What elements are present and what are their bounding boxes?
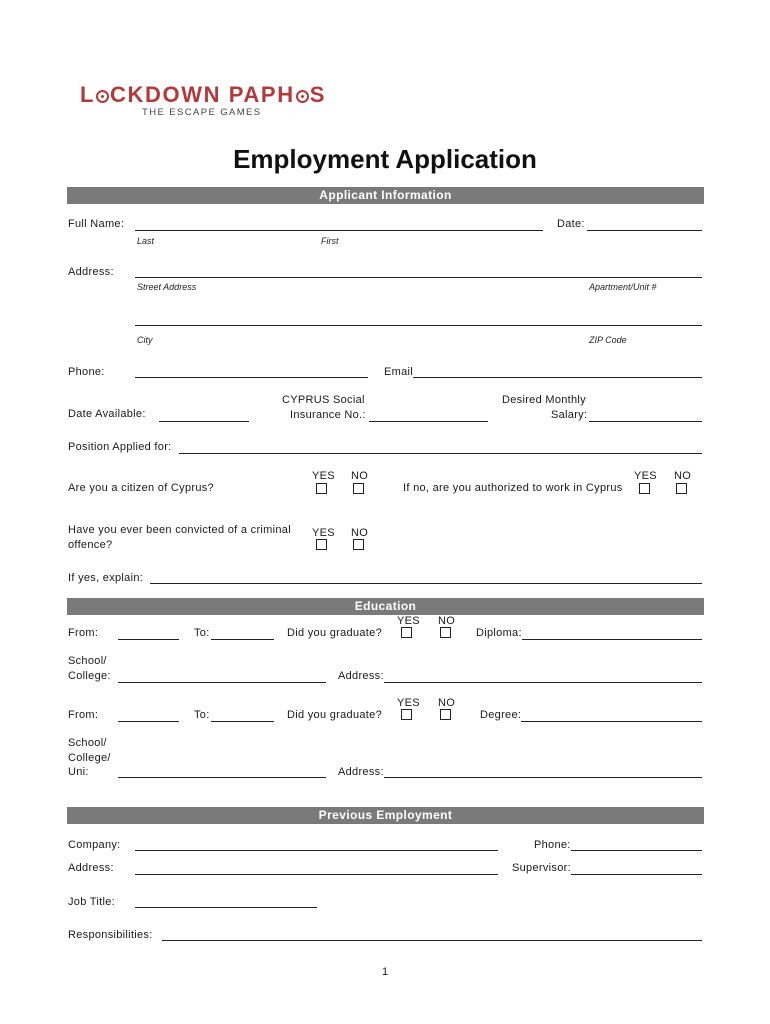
phone-label: Phone: [68, 366, 105, 378]
responsibilities-field[interactable] [162, 940, 702, 941]
page-title: Employment Application [233, 144, 537, 174]
apartment-caption: Apartment/Unit # [589, 282, 657, 292]
zip-caption: ZIP Code [589, 335, 627, 345]
school1-label-line1: School/ [68, 655, 107, 667]
school2-label-line2: College/ [68, 752, 111, 764]
city-zip-field[interactable] [135, 325, 702, 326]
responsibilities-label: Responsibilities: [68, 929, 153, 941]
padlock-icon [96, 90, 109, 103]
degree-label: Degree: [480, 709, 522, 721]
edu2-to-label: To: [194, 709, 210, 721]
authorized-no-checkbox[interactable] [676, 483, 687, 494]
section-header-previous-employment: Previous Employment [67, 807, 704, 824]
street-address-caption: Street Address [137, 282, 197, 292]
edu2-to-field[interactable] [211, 721, 274, 722]
graduate2-yes-label: YES [397, 697, 420, 709]
full-name-field[interactable] [135, 230, 543, 231]
graduate1-yes-checkbox[interactable] [401, 627, 412, 638]
date-available-label: Date Available: [68, 408, 146, 420]
section-header-education: Education [67, 598, 704, 615]
street-address-field[interactable] [135, 277, 702, 278]
email-label: Email [384, 366, 414, 378]
previous-address-label: Address: [68, 862, 114, 874]
date-field[interactable] [587, 230, 702, 231]
authorized-no-label: NO [674, 470, 692, 482]
edu1-from-field[interactable] [118, 639, 179, 640]
social-insurance-label-1: CYPRUS Social [282, 394, 365, 406]
logo-wordmark: L CKDOWN PAPH S [80, 82, 326, 107]
school1-label-line2: College: [68, 670, 111, 682]
email-field[interactable] [413, 377, 702, 378]
supervisor-field[interactable] [571, 874, 702, 875]
desired-salary-field[interactable] [589, 421, 702, 422]
first-name-caption: First [321, 236, 339, 246]
explain-field[interactable] [150, 583, 702, 584]
previous-address-field[interactable] [135, 874, 498, 875]
edu2-from-field[interactable] [118, 721, 179, 722]
edu1-to-field[interactable] [211, 639, 274, 640]
citizen-question: Are you a citizen of Cyprus? [68, 482, 214, 494]
job-title-label: Job Title: [68, 896, 116, 908]
school2-label-line1: School/ [68, 737, 107, 749]
date-available-field[interactable] [159, 421, 249, 422]
convicted-question-line1: Have you ever been convicted of a criminal [68, 524, 291, 536]
graduate1-no-label: NO [438, 615, 456, 627]
supervisor-label: Supervisor: [512, 862, 571, 874]
school1-field[interactable] [118, 682, 326, 683]
city-caption: City [137, 335, 153, 345]
school2-address-label: Address: [338, 766, 384, 778]
citizen-no-checkbox[interactable] [353, 483, 364, 494]
citizen-yes-checkbox[interactable] [316, 483, 327, 494]
company-label: Company: [68, 839, 121, 851]
previous-phone-field[interactable] [571, 850, 702, 851]
desired-salary-label-1: Desired Monthly [502, 394, 586, 406]
social-insurance-label-2: Insurance No.: [290, 409, 366, 421]
full-name-label: Full Name: [68, 218, 125, 230]
convicted-yes-checkbox[interactable] [316, 539, 327, 550]
convicted-yes-label: YES [312, 527, 335, 539]
company-logo [80, 82, 326, 118]
company-field[interactable] [135, 850, 498, 851]
authorized-question: If no, are you authorized to work in Cyprus [403, 482, 623, 494]
graduate2-no-checkbox[interactable] [440, 709, 451, 720]
convicted-question-line2: offence? [68, 539, 113, 551]
explain-label: If yes, explain: [68, 572, 144, 584]
school1-address-label: Address: [338, 670, 384, 682]
edu1-to-label: To: [194, 627, 210, 639]
page-number: 1 [382, 966, 389, 978]
date-label: Date: [557, 218, 585, 230]
diploma-label: Diploma: [476, 627, 522, 639]
desired-salary-label-2: Salary: [551, 409, 588, 421]
school2-address-field[interactable] [384, 777, 702, 778]
school1-address-field[interactable] [384, 682, 702, 683]
padlock-icon [296, 90, 309, 103]
graduate2-no-label: NO [438, 697, 456, 709]
citizen-no-label: NO [351, 470, 369, 482]
previous-phone-label: Phone: [534, 839, 571, 851]
edu1-from-label: From: [68, 627, 99, 639]
graduate1-yes-label: YES [397, 615, 420, 627]
position-field[interactable] [179, 453, 702, 454]
position-label: Position Applied for: [68, 441, 172, 453]
diploma-field[interactable] [522, 639, 702, 640]
edu2-from-label: From: [68, 709, 99, 721]
edu2-graduate-label: Did you graduate? [287, 709, 382, 721]
job-title-field[interactable] [135, 907, 317, 908]
school2-field[interactable] [118, 777, 326, 778]
social-insurance-field[interactable] [369, 421, 488, 422]
logo-tagline: THE ESCAPE GAMES [142, 107, 262, 118]
citizen-yes-label: YES [312, 470, 335, 482]
edu1-graduate-label: Did you graduate? [287, 627, 382, 639]
last-name-caption: Last [137, 236, 155, 246]
convicted-no-checkbox[interactable] [353, 539, 364, 550]
address-label: Address: [68, 266, 114, 278]
convicted-no-label: NO [351, 527, 369, 539]
authorized-yes-label: YES [634, 470, 657, 482]
graduate2-yes-checkbox[interactable] [401, 709, 412, 720]
section-header-applicant: Applicant Information [67, 187, 704, 204]
school2-label-line3: Uni: [68, 766, 89, 778]
phone-field[interactable] [135, 377, 368, 378]
graduate1-no-checkbox[interactable] [440, 627, 451, 638]
authorized-yes-checkbox[interactable] [639, 483, 650, 494]
degree-field[interactable] [521, 721, 702, 722]
